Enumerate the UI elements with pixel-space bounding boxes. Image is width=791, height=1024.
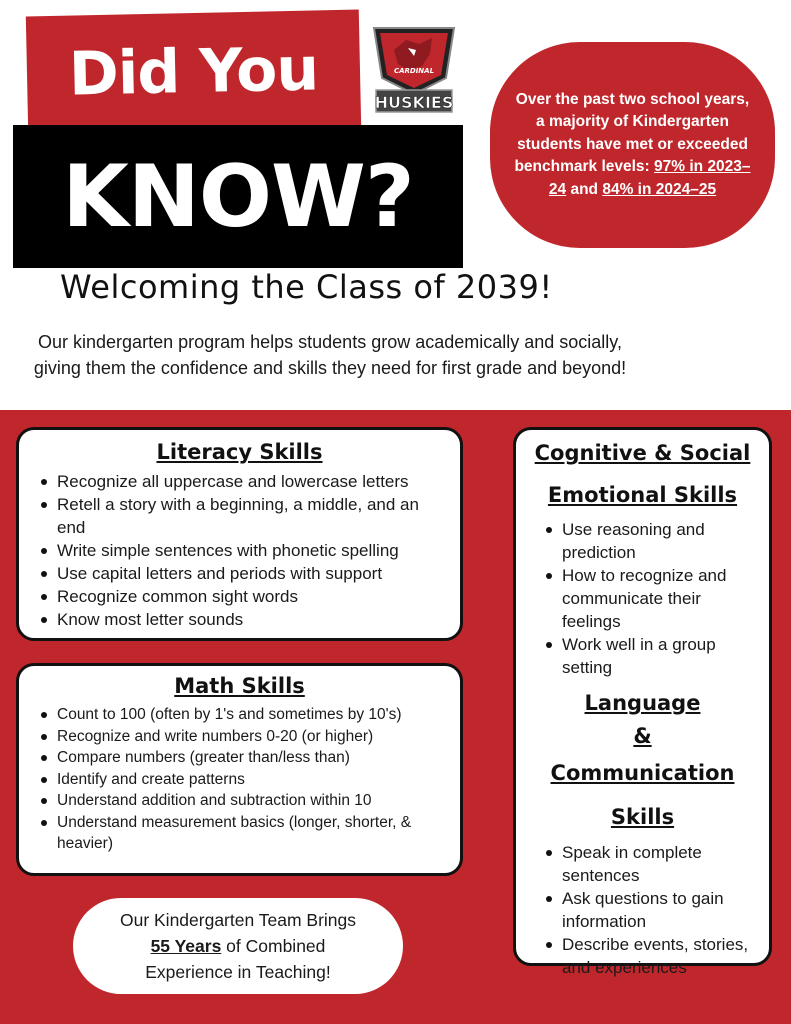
- stat-highlight-2023: 97% in 2023–24: [548, 158, 751, 198]
- language-title-line3: Communication Skills: [550, 761, 735, 829]
- math-title: Math Skills: [174, 674, 305, 698]
- intro-paragraph: Our kindergarten program helps students grow academically and socially, giving them the confidence and skills they need for first grade and beyond!: [33, 332, 627, 378]
- math-skills-card: [16, 663, 463, 876]
- list-item: Describe events, stories, and experiences: [542, 933, 757, 979]
- know-banner: [13, 125, 463, 268]
- list-item: Work well in a group setting: [542, 633, 757, 679]
- cognitive-language-card: [513, 427, 772, 977]
- list-item: Recognize and write numbers 0-20 (or higher): [37, 726, 444, 748]
- literacy-title: Literacy Skills: [156, 440, 323, 464]
- team-line2-rest: of Combined: [221, 936, 326, 956]
- know-text: KNOW?: [62, 146, 414, 247]
- list-item: Retell a story with a beginning, a middle, and an end: [37, 493, 444, 539]
- logo-name-text: HUSKIES: [374, 93, 454, 112]
- math-list: [37, 704, 444, 855]
- team-experience-bubble: [73, 898, 403, 994]
- literacy-list: [37, 470, 444, 631]
- team-line1: Our Kindergarten Team Brings: [119, 910, 357, 930]
- list-item: Recognize common sight words: [37, 585, 444, 608]
- cognitive-list: [542, 518, 757, 679]
- team-line2: [151, 933, 326, 959]
- list-item: Use reasoning and prediction: [542, 518, 757, 564]
- literacy-skills-card: [16, 427, 463, 641]
- logo-top-text: CARDINAL: [393, 67, 435, 75]
- benchmark-stat-text: [512, 89, 753, 202]
- language-title-line2: &: [633, 724, 652, 748]
- list-item: Understand addition and subtraction within 10: [37, 790, 444, 812]
- welcome-title: Welcoming the Class of 2039!: [60, 268, 553, 306]
- language-title-line1: Language: [584, 691, 701, 715]
- did-you-banner: [26, 10, 361, 135]
- team-line3: Experience in Teaching!: [145, 962, 331, 982]
- list-item: Compare numbers (greater than/less than): [37, 747, 444, 769]
- stat-connector: and: [566, 180, 603, 198]
- list-item: Count to 100 (often by 1's and sometimes by 10's): [37, 704, 444, 726]
- list-item: How to recognize and communicate their feelings: [542, 564, 757, 633]
- list-item: Recognize all uppercase and lowercase letters: [37, 470, 444, 493]
- list-item: Speak in complete sentences: [542, 841, 757, 887]
- list-item: Ask questions to gain information: [542, 887, 757, 933]
- language-list: [542, 841, 757, 979]
- team-years: 55 Years: [150, 936, 222, 956]
- list-item: Understand measurement basics (longer, shorter, & heavier): [37, 812, 444, 855]
- stat-highlight-2024: 84% in 2024–25: [602, 180, 717, 198]
- list-item: Identify and create patterns: [37, 769, 444, 791]
- cognitive-title-line1: Cognitive & Social: [534, 441, 751, 465]
- husky-head-icon: [364, 20, 464, 118]
- list-item: Use capital letters and periods with support: [37, 562, 444, 585]
- stat-lead-text: Over the past two school years, a majority of Kindergarten students have met or exceeded benchmark levels:: [514, 90, 750, 176]
- list-item: Know most letter sounds: [37, 608, 444, 631]
- benchmark-stat-bubble: [490, 42, 775, 248]
- list-item: Write simple sentences with phonetic spelling: [37, 539, 444, 562]
- cognitive-title-line2: Emotional Skills: [547, 483, 738, 507]
- did-you-text: Did You: [68, 34, 319, 110]
- cardinal-huskies-logo: [364, 20, 464, 118]
